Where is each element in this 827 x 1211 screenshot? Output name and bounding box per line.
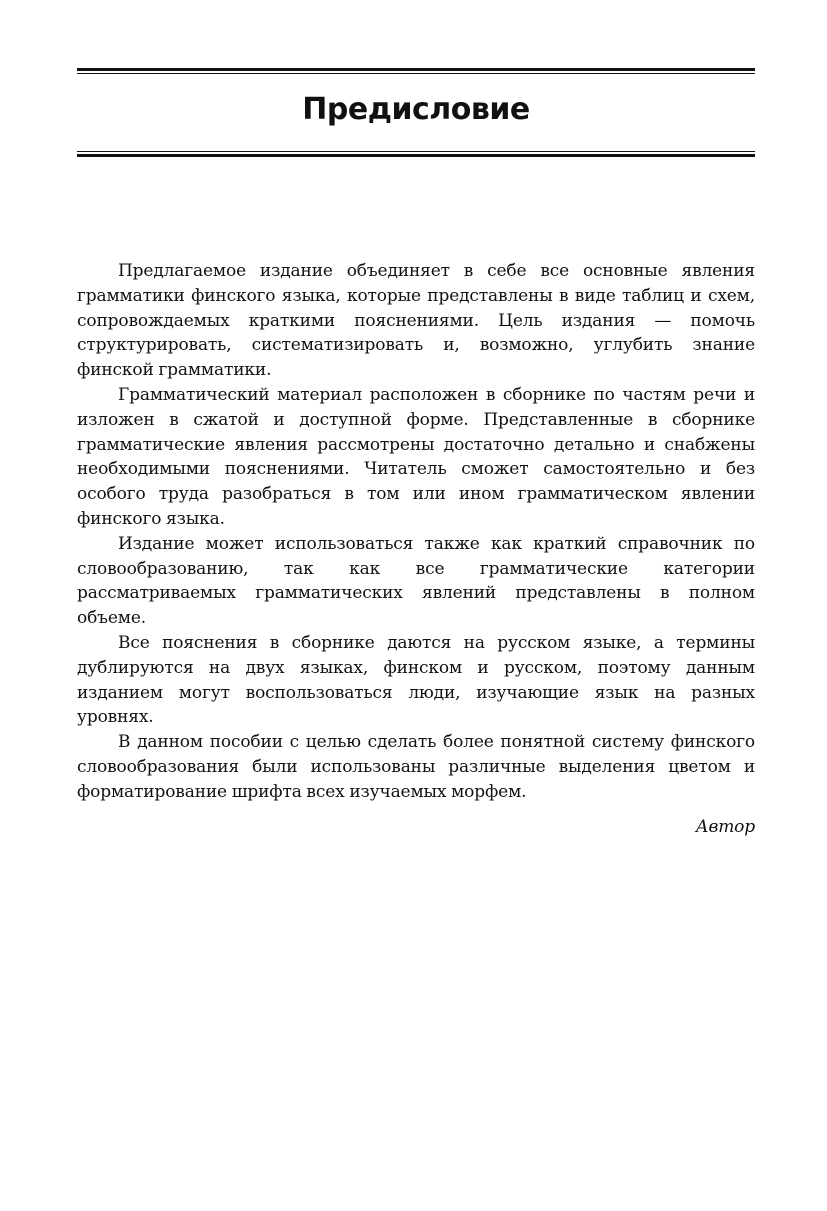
paragraph: Все пояснения в сборнике даются на русском языке, а термины дублируются на двух языках, финском и русском, поэтому данным изданием могут воспользоваться люди, изучающие язык на разных уровнях. — [77, 632, 755, 728]
rule-thick-line — [77, 154, 755, 157]
paragraph: Грамматический материал расположен в сборнике по частям речи и изложен в сжатой и доступной форме. Представленные в сборнике грамматические явления рассмотрены достаточно детально и снабжены необходимыми пояснениями. Читатель сможет самостоятельно и без особого труда разобраться в том или ином грамматическом явлении финского языка. — [77, 384, 755, 529]
author-signature: Автор — [695, 816, 755, 837]
page-title: Предисловие — [302, 92, 530, 127]
bottom-double-rule — [77, 151, 755, 157]
preface-body — [77, 259, 755, 839]
rule-thin-line — [77, 73, 755, 74]
paragraph: В данном пособии с целью сделать более понятной систему финского словообразования были использованы различные выделения цветом и форматирование шрифта всех изучаемых морфем. — [77, 732, 755, 802]
top-double-rule — [77, 68, 755, 74]
paragraph: Предлагаемое издание объединяет в себе все основные явления грамматики финского языка, которые представлены в виде таблиц и схем, сопровождаемых краткими пояснениями. Цель издания — помочь структурировать, систематизировать и, возможно, углубить знание финской грамматики. — [77, 261, 755, 381]
paragraph: Издание может использоваться также как краткий справочник по словообразованию, так как все грамматические категории рассматриваемых грамматических явлений представлены в полном объеме. — [77, 533, 755, 629]
